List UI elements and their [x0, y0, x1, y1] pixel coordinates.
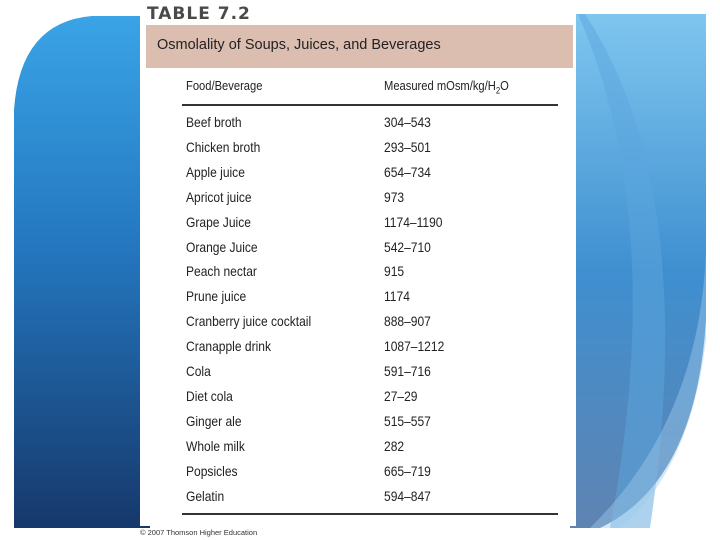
food-cell: Whole milk: [186, 438, 245, 454]
food-cell: Apricot juice: [186, 189, 252, 205]
osmolality-cell: 665–719: [384, 463, 431, 479]
table-row: [140, 288, 576, 312]
left-blue-panel: [14, 16, 150, 528]
table-row: [140, 139, 576, 163]
table-caption-band: [146, 25, 573, 68]
food-cell: Gelatin: [186, 488, 225, 504]
table-row: [140, 263, 576, 287]
footer-rule: [182, 513, 558, 515]
table-row: [140, 239, 576, 263]
osmolality-cell: 1174: [384, 288, 410, 304]
table-row: [140, 313, 576, 337]
osmolality-cell: 293–501: [384, 139, 431, 155]
osmolality-cell: 282: [384, 438, 405, 454]
food-cell: Cola: [186, 363, 211, 379]
table-row: [140, 463, 576, 487]
table-caption: Osmolality of Soups, Juices, and Beverages: [157, 37, 441, 53]
osmolality-cell: 915: [384, 263, 405, 279]
food-cell: Grape Juice: [186, 214, 251, 230]
food-cell: Ginger ale: [186, 413, 242, 429]
header-rule: [182, 104, 558, 106]
osmolality-cell: 1174–1190: [384, 214, 443, 230]
measured-column-header: Measured mOsm/$kg/H_2O$: [384, 78, 509, 96]
table-row: [140, 164, 576, 188]
food-cell: Cranberry juice cocktail: [186, 313, 312, 329]
food-cell: Peach nectar: [186, 263, 257, 279]
copyright-notice: © 2007 Thomson Higher Education: [140, 528, 258, 537]
food-cell: Apple juice: [186, 164, 245, 180]
osmolality-cell: 304–543: [384, 114, 431, 130]
table-row: [140, 338, 576, 362]
table-row: [140, 114, 576, 138]
osmolality-cell: 542–710: [384, 239, 431, 255]
osmolality-cell: 515–557: [384, 413, 431, 429]
table-row: [140, 214, 576, 238]
osmolality-cell: 27–29: [384, 388, 418, 404]
table-row: [140, 438, 576, 462]
food-column-header: Food/Beverage: [186, 78, 263, 93]
table-row: [140, 388, 576, 412]
table-row: [140, 363, 576, 387]
food-cell: Diet cola: [186, 388, 233, 404]
osmolality-table: [140, 0, 576, 526]
osmolality-cell: 1087–1212: [384, 338, 445, 354]
table-row: [140, 413, 576, 437]
table-row: [140, 189, 576, 213]
food-cell: Orange Juice: [186, 239, 258, 255]
table-number: TABLE 7.2: [147, 4, 251, 24]
osmolality-cell: 888–907: [384, 313, 431, 329]
osmolality-cell: 973: [384, 189, 405, 205]
food-cell: Cranapple drink: [186, 338, 272, 354]
food-cell: Chicken broth: [186, 139, 261, 155]
food-cell: Prune juice: [186, 288, 247, 304]
osmolality-cell: 594–847: [384, 488, 431, 504]
osmolality-cell: 654–734: [384, 164, 431, 180]
food-cell: Popsicles: [186, 463, 238, 479]
osmolality-cell: 591–716: [384, 363, 431, 379]
table-row: [140, 488, 576, 512]
food-cell: Beef broth: [186, 114, 242, 130]
